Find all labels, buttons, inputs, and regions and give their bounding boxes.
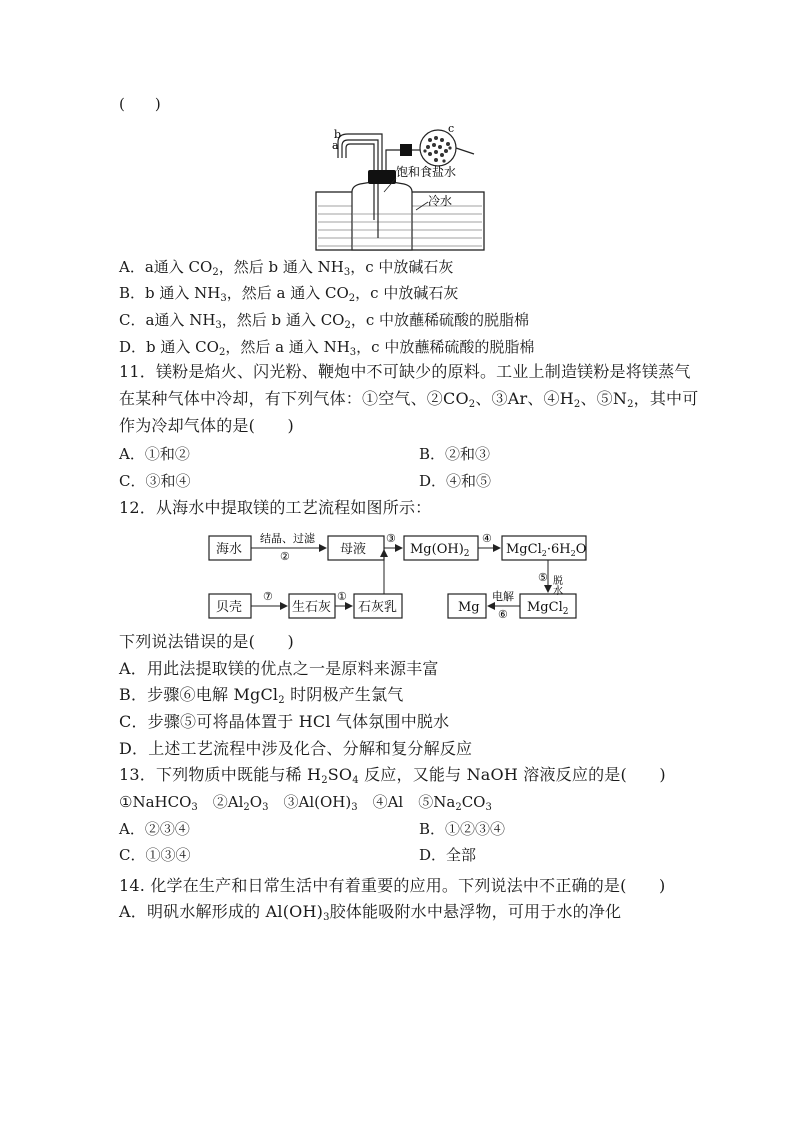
box-mgoh2-label: $Mg(OH)_2$ [410,542,470,559]
q10-option-b: B．b 通入 $NH_3$，然后 a 通入 $CO_2$，c 中放碱石灰 [119,284,459,304]
q13-option-b: B．①②③④ [419,820,506,838]
q11-option-b: B．②和③ [419,445,491,463]
q13-option-d: D．全部 [419,846,477,864]
q10-option-c: C．a通入 $NH_3$，然后 b 通入 $CO_2$，c 中放蘸稀硫酸的脱脂棉 [119,311,530,331]
step-3-label: ③ [386,532,396,545]
q13-stem: 13．下列物质中既能与稀 $H_2SO_4$ 反应，又能与 NaOH 溶液反应的是( ) [119,765,666,786]
rubber-stopper [368,170,396,184]
mg-flow-diagram [200,528,590,624]
q12-option-c: C．步骤⑤可将晶体置于 HCl 气体氛围中脱水 [119,712,450,731]
box-mother-liquor-label: 母液 [340,542,367,557]
step-cryst-label: 结晶、过滤 [260,532,315,545]
q14-option-a: A．明矾水解形成的 $Al(OH)_3$胶体能吸附水中悬浮物，可用于水的净化 [119,902,622,923]
q10-option-d: D．b 通入 $CO_2$，然后 a 通入 $NH_3$，c 中放蘸稀硫酸的脱脂棉 [119,338,535,358]
step-4-label: ④ [482,532,492,545]
q13-option-a: A．②③④ [119,820,190,838]
q12-option-b: B．步骤⑥电解 MgCl$_2$ 时阴极产生氯气 [119,685,404,706]
step-1-label: ① [337,590,347,603]
box-mgcl2-label: MgCl$_2$ [527,600,569,617]
box-mgcl2-6h2o-label: $MgCl_2\cdot 6H_2O$ [506,542,587,558]
gas-bottle [352,176,412,250]
label-c: c [448,122,455,135]
step-7-label: ⑦ [263,590,273,603]
answer-paren: ( ) [119,95,161,113]
step-6-label: ⑥ [498,608,508,621]
q10-option-a: A．a通入 $CO_2$，然后 b 通入 $NH_3$，c 中放碱石灰 [119,258,454,278]
box-shell-label: 贝壳 [216,600,243,615]
label-b: b [334,128,342,141]
box-seawater-label: 海水 [216,542,243,557]
label-brine: 饱和食盐水 [396,165,457,179]
q11-option-c: C．③和④ [119,472,191,490]
step-dehydrate-label: 脱水 [550,575,562,595]
q12-stem: 12．从海水中提取镁的工艺流程如图所示： [119,498,432,517]
label-cold-water: 冷水 [428,194,453,208]
q11-stem-line1: 11．镁粉是焰火、闪光粉、鞭炮中不可缺少的原料。工业上制造镁粉是将镁蒸气 [119,362,691,381]
q12-option-a: A．用此法提取镁的优点之一是原料来源丰富 [119,659,439,678]
box-lime-milk-label: 石灰乳 [358,600,398,615]
q11-option-a: A．①和② [119,445,190,463]
q12-option-d: D．上述工艺流程中涉及化合、分解和复分解反应 [119,739,473,758]
box-quicklime-label: 生石灰 [292,600,332,615]
step-5-label: ⑤ [538,571,548,584]
q12-question: 下列说法错误的是( ) [119,632,294,651]
q11-stem-line3: 作为冷却气体的是( ) [119,416,294,435]
q11-option-d: D．④和⑤ [419,472,492,490]
box-mg-label: Mg [458,600,480,615]
q13-option-c: C．①③④ [119,846,191,864]
q11-stem-line2: 在某种气体中冷却，有下列气体：①空气、$②CO_2$、③Ar、$④H_2$、$⑤N_2$，其中可 [119,389,699,410]
label-a: a [332,139,339,152]
step-electro-label: 电解 [492,590,514,603]
apparatus-figure [312,120,488,252]
q14-stem: 14. 化学在生产和日常生活中有着重要的应用。下列说法中不正确的是( ) [119,876,666,895]
q13-items: ①NaHCO$_3$ $②Al_2O_3$ $③Al(OH)_3$ ④Al $⑤Na_2CO_3$ [119,793,492,813]
step-2-label: ② [280,550,290,563]
